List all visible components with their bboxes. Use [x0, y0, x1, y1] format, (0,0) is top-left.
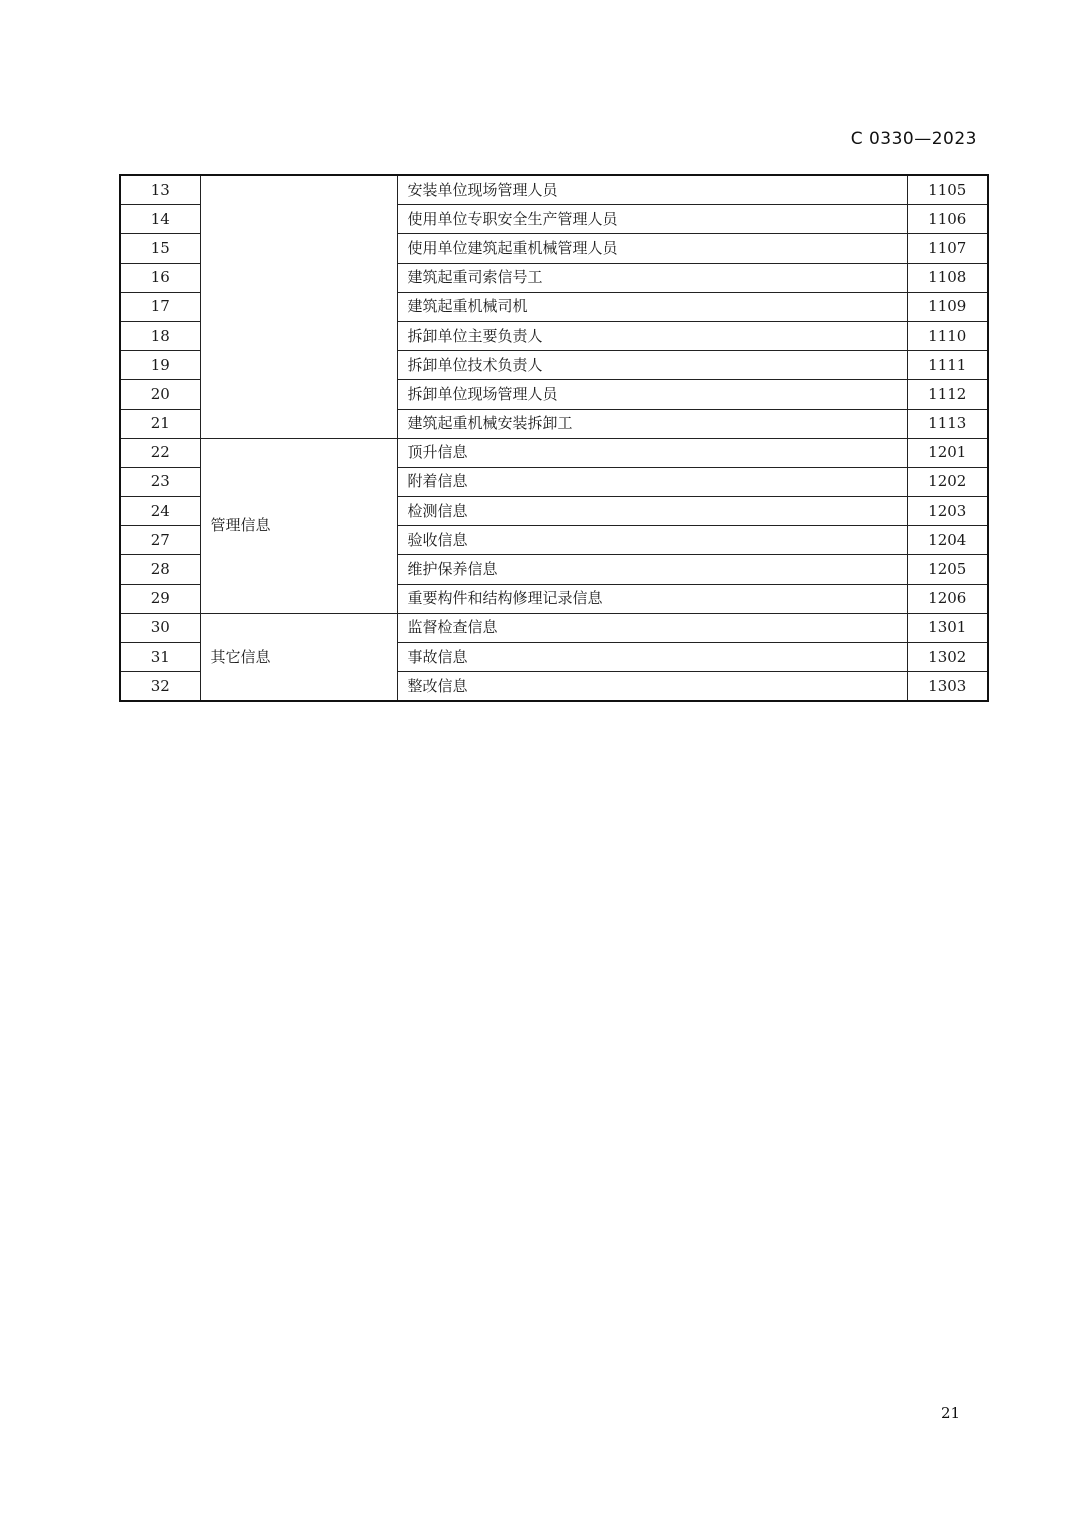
item-code: 1201: [907, 438, 988, 467]
row-number: 19: [120, 351, 200, 380]
row-number: 30: [120, 613, 200, 642]
table-row: [120, 438, 988, 467]
row-number: 14: [120, 205, 200, 234]
item-name: 建筑起重机械安装拆卸工: [397, 409, 907, 438]
row-number: 13: [120, 175, 200, 205]
item-code: 1204: [907, 526, 988, 555]
item-code: 1302: [907, 643, 988, 672]
item-name: 建筑起重司索信号工: [397, 263, 907, 292]
item-code: 1206: [907, 584, 988, 613]
item-code: 1203: [907, 497, 988, 526]
item-code: 1205: [907, 555, 988, 584]
table-row: [120, 613, 988, 642]
page-number: 21: [941, 1404, 961, 1422]
item-name: 重要构件和结构修理记录信息: [397, 584, 907, 613]
item-code: 1113: [907, 409, 988, 438]
item-name: 顶升信息: [397, 438, 907, 467]
category-cell: [200, 175, 397, 438]
item-code: 1111: [907, 351, 988, 380]
item-code: 1107: [907, 234, 988, 263]
document-code: C 0330—2023: [850, 129, 977, 149]
row-number: 29: [120, 584, 200, 613]
item-name: 附着信息: [397, 467, 907, 496]
item-name: 拆卸单位技术负责人: [397, 351, 907, 380]
row-number: 28: [120, 555, 200, 584]
category-cell: 管理信息: [200, 438, 397, 613]
row-number: 32: [120, 672, 200, 702]
row-number: 17: [120, 292, 200, 321]
row-number: 20: [120, 380, 200, 409]
item-name: 安装单位现场管理人员: [397, 175, 907, 205]
item-code: 1108: [907, 263, 988, 292]
category-cell: 其它信息: [200, 613, 397, 701]
item-code: 1303: [907, 672, 988, 702]
item-name: 整改信息: [397, 672, 907, 702]
item-code: 1301: [907, 613, 988, 642]
item-code: 1105: [907, 175, 988, 205]
item-code: 1106: [907, 205, 988, 234]
row-number: 21: [120, 409, 200, 438]
item-name: 拆卸单位现场管理人员: [397, 380, 907, 409]
item-name: 使用单位专职安全生产管理人员: [397, 205, 907, 234]
item-name: 建筑起重机械司机: [397, 292, 907, 321]
row-number: 16: [120, 263, 200, 292]
row-number: 27: [120, 526, 200, 555]
row-number: 31: [120, 643, 200, 672]
item-name: 拆卸单位主要负责人: [397, 321, 907, 350]
item-name: 维护保养信息: [397, 555, 907, 584]
item-name: 验收信息: [397, 526, 907, 555]
row-number: 24: [120, 497, 200, 526]
row-number: 15: [120, 234, 200, 263]
table-row: [120, 175, 988, 205]
item-name: 使用单位建筑起重机械管理人员: [397, 234, 907, 263]
item-name: 检测信息: [397, 497, 907, 526]
information-code-table: [119, 174, 989, 702]
item-name: 监督检查信息: [397, 613, 907, 642]
item-code: 1112: [907, 380, 988, 409]
row-number: 22: [120, 438, 200, 467]
row-number: 18: [120, 321, 200, 350]
item-code: 1109: [907, 292, 988, 321]
item-code: 1202: [907, 467, 988, 496]
item-code: 1110: [907, 321, 988, 350]
row-number: 23: [120, 467, 200, 496]
item-name: 事故信息: [397, 643, 907, 672]
